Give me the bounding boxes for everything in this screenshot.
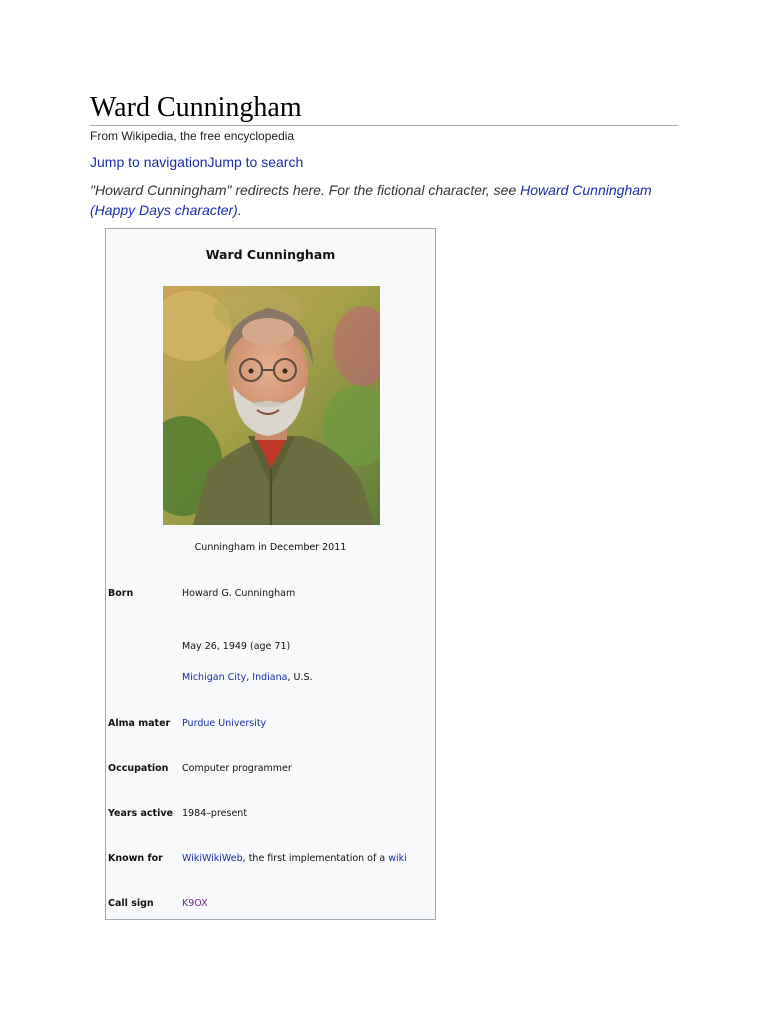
infobox xyxy=(105,228,436,920)
alma-mater-label: Alma mater xyxy=(108,718,171,729)
hatnote xyxy=(90,181,660,220)
born-label: Born xyxy=(108,588,134,599)
title-divider xyxy=(90,125,678,126)
birthplace-state-link[interactable]: Indiana xyxy=(252,672,288,683)
born-date: May 26, 1949 (age 71) xyxy=(182,641,291,652)
born-name: Howard G. Cunningham xyxy=(182,588,296,599)
portrait-photo[interactable] xyxy=(163,286,380,525)
birthplace-separator: , xyxy=(246,672,253,683)
occupation-value: Computer programmer xyxy=(182,763,292,774)
years-active-value: 1984–present xyxy=(182,808,248,819)
infobox-title: Ward Cunningham xyxy=(205,247,336,262)
jump-links xyxy=(90,153,303,171)
wiki-link[interactable]: wiki xyxy=(388,853,407,864)
birthplace-city-link[interactable]: Michigan City xyxy=(182,672,247,683)
hatnote-suffix: . xyxy=(237,201,242,218)
alma-mater-link[interactable]: Purdue University xyxy=(182,718,267,729)
known-for-label: Known for xyxy=(108,853,163,864)
call-sign-link[interactable]: K9OX xyxy=(182,898,208,909)
years-active-label: Years active xyxy=(108,808,173,819)
page-title: Ward Cunningham xyxy=(90,92,302,123)
jump-to-navigation-link[interactable]: Jump to navigation xyxy=(90,154,208,170)
site-tagline: From Wikipedia, the free encyclopedia xyxy=(90,129,295,143)
call-sign-label: Call sign xyxy=(108,898,154,909)
wikiwikiweb-link[interactable]: WikiWikiWeb xyxy=(182,853,243,864)
hatnote-text: "Howard Cunningham" redirects here. For the fictional character, see xyxy=(90,182,521,198)
hatnote-link[interactable]: Howard Cunningham (Happy Days character) xyxy=(90,182,652,218)
birthplace-country: , U.S. xyxy=(287,672,313,683)
born-place xyxy=(182,672,432,683)
known-for-text: , the first implementation of a xyxy=(242,853,389,864)
jump-to-search-link[interactable]: Jump to search xyxy=(207,154,304,170)
occupation-label: Occupation xyxy=(108,763,169,774)
portrait-illustration xyxy=(163,286,380,525)
known-for-value xyxy=(182,853,432,864)
photo-caption: Cunningham in December 2011 xyxy=(194,542,347,553)
